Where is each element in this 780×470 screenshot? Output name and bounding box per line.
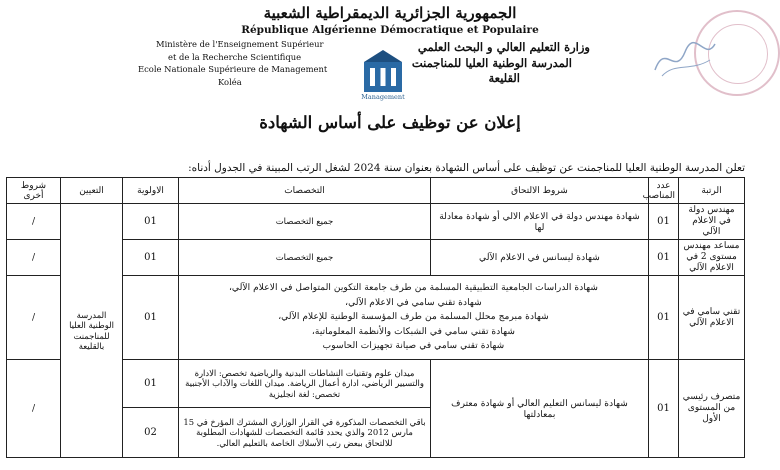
condition-cell: شهادة ليسانس في الاعلام الآلي	[431, 240, 649, 276]
ministry-line-2: et de la Recherche Scientifique	[168, 51, 302, 62]
other-conditions-cell: /	[7, 276, 61, 360]
ministry-line-1: Ministère de l'Enseignement Supérieur	[156, 39, 324, 49]
priority-cell: 01	[123, 276, 179, 360]
rank-cell: مساعد مهندس مستوى 2 في الاعلام الآلي	[679, 240, 745, 276]
intro-text: تعلن المدرسة الوطنية العليا للمناجمنت عن توظيف على أساس الشهادة بعنوان سنة 2024 لشغل الرتب المبينة في الجدول أدناه:	[188, 162, 745, 174]
city-arabic: القليعة	[488, 71, 520, 85]
condition-item: شهادة تقني سامي في صيانة تجهيزات الحاسوب	[322, 340, 505, 352]
assignment-cell: المدرسة الوطنية العليا للمناجمنت بالقليعة	[61, 204, 123, 458]
other-conditions-cell: /	[7, 204, 61, 240]
header-rank: الرتبة	[679, 178, 745, 204]
header-specialties: التخصصات	[179, 178, 431, 204]
letterhead-arabic	[380, 40, 590, 87]
priority-cell: 01	[123, 204, 179, 240]
condition-cell: شهادة مهندس دولة في الاعلام الالي أو شهادة معادلة لها	[431, 204, 649, 240]
condition-list-cell	[179, 276, 649, 360]
rank-cell: مهندس دولة في الاعلام الآلي	[679, 204, 745, 240]
ministry-arabic: وزارة التعليم العالي و البحث العلمي	[417, 40, 590, 54]
posts-cell: 01	[649, 360, 679, 458]
letterhead-french	[138, 38, 328, 88]
priority-cell: 01	[123, 240, 179, 276]
table-header-row	[7, 178, 745, 204]
signature-icon	[650, 32, 720, 82]
school-name-french: Ecole Nationale Supérieure de Management	[138, 64, 328, 74]
school-logo-icon	[362, 48, 404, 92]
header-other: شروط أخرى	[7, 178, 61, 204]
condition-item: شهادة تقني سامي في الاعلام الآلي،	[345, 296, 482, 308]
rank-cell: تقني سامي في الاعلام الآلي	[679, 276, 745, 360]
priority-cell: 02	[123, 408, 179, 458]
condition-item: شهادة تقني سامي في الشبكات والأنظمة المعلوماتية،	[311, 325, 516, 337]
condition-item: شهادة مبرمج محلل المسلمة من طرف المؤسسة الوطنية للإعلام الآلي،	[278, 311, 549, 323]
rank-cell: متصرف رئيسي من المستوى الأول	[679, 360, 745, 458]
header-posts: عدد المناصب	[649, 178, 679, 204]
specialty-cell: جميع التخصصات	[179, 240, 431, 276]
header-priority: الاولوية	[123, 178, 179, 204]
logo-caption: Management	[361, 93, 405, 101]
page-title: إعلان عن توظيف على أساس الشهادة	[259, 113, 521, 132]
table-row	[7, 204, 745, 240]
other-conditions-cell: /	[7, 360, 61, 458]
city-french: Koléa	[218, 76, 242, 87]
priority-cell: 01	[123, 360, 179, 408]
specialty-cell: ميدان علوم وتقنيات النشاطات البدنية والرياضية تخصص: الادارة والتسيير الرياضي، ادارة أعمال الرياضة. ميدان اللغات والآداب الأجنبية تخصص: لغة انجليزية	[179, 360, 431, 408]
school-name-arabic: المدرسة الوطنية العليا للمناجمنت	[411, 55, 572, 70]
posts-cell: 01	[649, 204, 679, 240]
republic-name-french: République Algérienne Démocratique et Populaire	[241, 24, 539, 36]
posts-cell: 01	[649, 276, 679, 360]
condition-cell: شهادة ليسانس التعليم العالي أو شهادة معترف بمعادلتها	[431, 360, 649, 458]
header-conditions: شروط الالتحاق	[431, 178, 649, 204]
posts-cell: 01	[649, 240, 679, 276]
specialty-cell: جميع التخصصات	[179, 204, 431, 240]
recruitment-table	[6, 177, 745, 458]
specialty-cell: باقي التخصصات المذكورة في القرار الوزاري المشترك المؤرخ في 15 مارس 2012 والذي يحدد قائمة التخصصات للشهادات المطلوبة للالتحاق ببعض رتب الأسلاك الخاصة بالتعليم العالي.	[179, 408, 431, 458]
header-assignment: التعيين	[61, 178, 123, 204]
other-conditions-cell: /	[7, 240, 61, 276]
condition-item: شهادة الدراسات الجامعية التطبيقية المسلمة من طرف جامعة التكوين المتواصل في الاعلام الآلي،	[228, 282, 599, 294]
republic-name-arabic: الجمهورية الجزائرية الديمقراطية الشعبية	[263, 4, 517, 22]
